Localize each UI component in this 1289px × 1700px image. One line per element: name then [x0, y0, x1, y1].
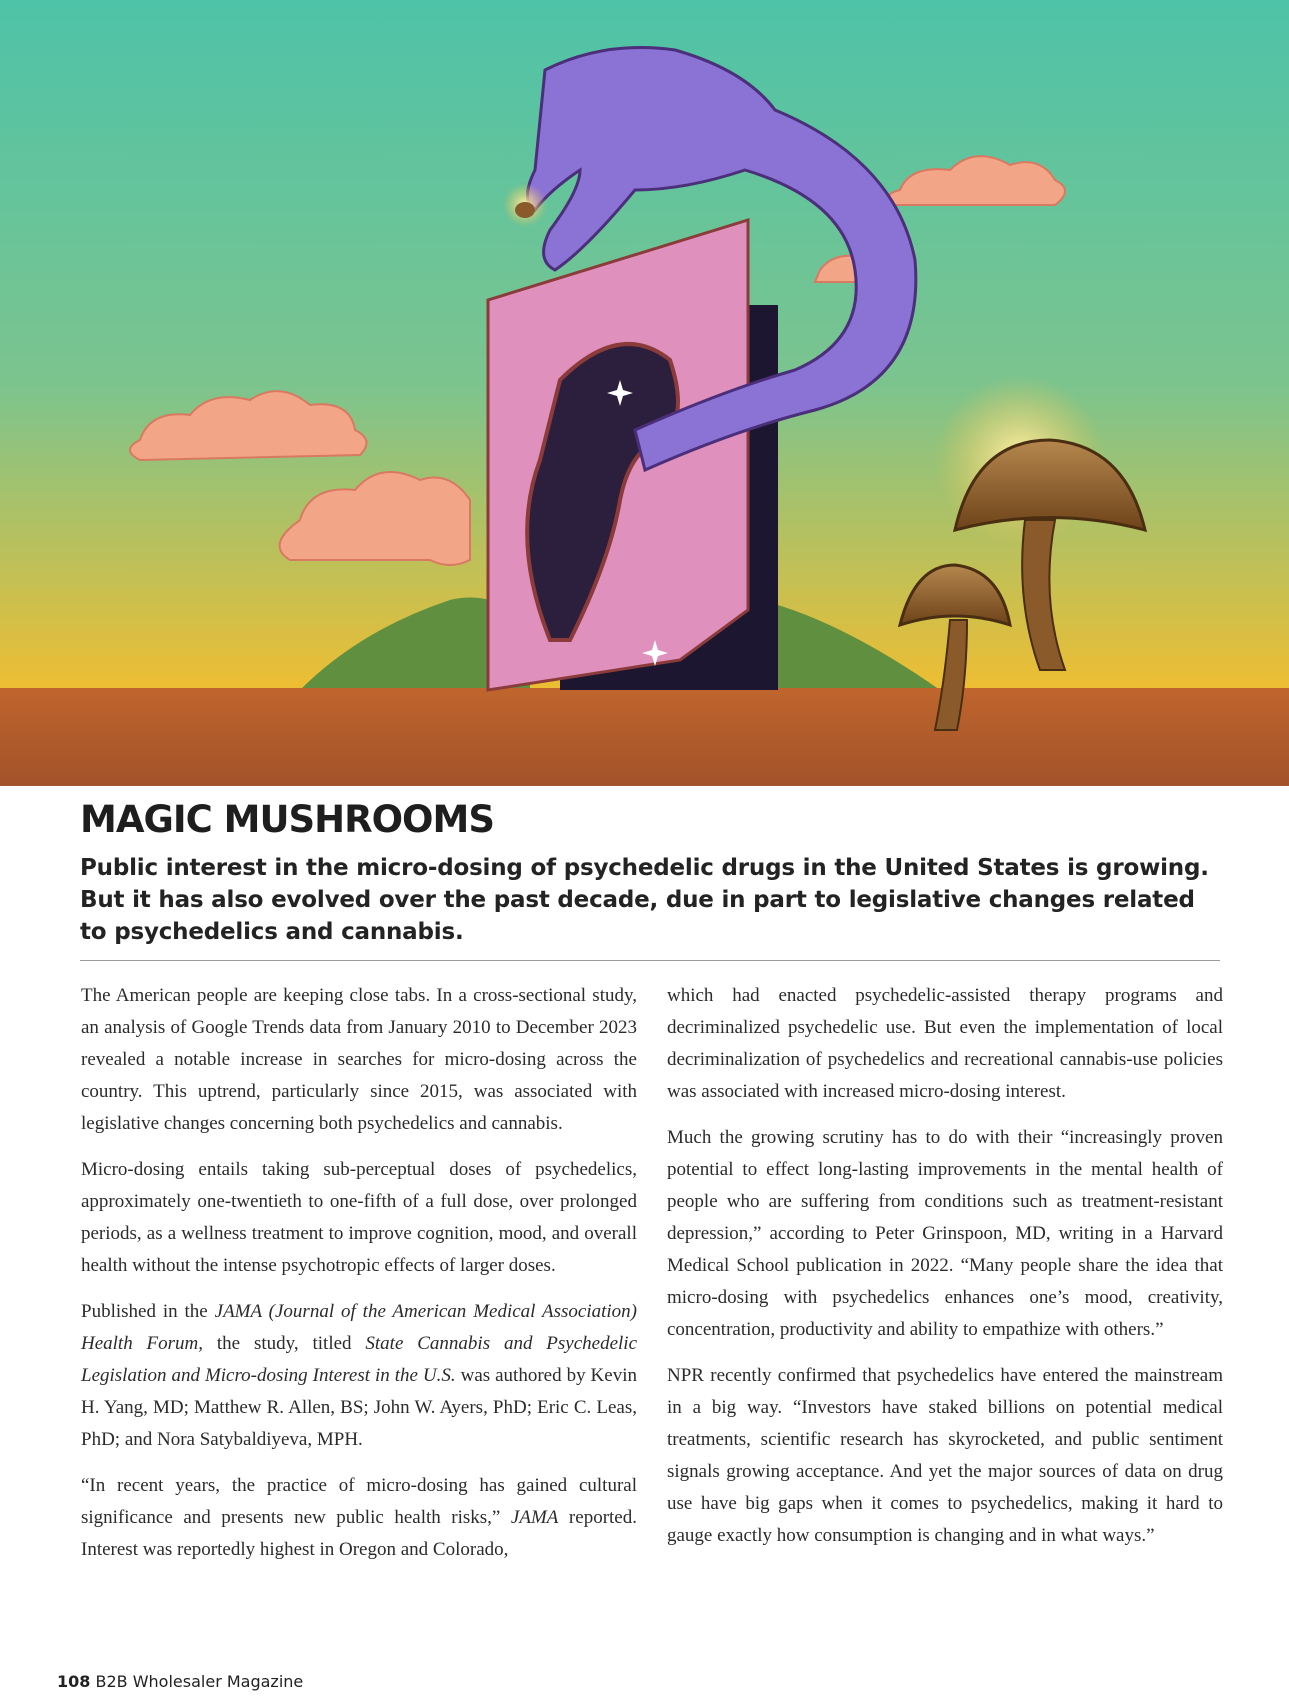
paragraph-3: [81, 1296, 637, 1456]
article-headline: MAGIC MUSHROOMS: [80, 798, 494, 841]
paragraph-2: Micro-dosing entails taking sub-perceptual doses of psychedelics, approximately one-twentieth to one-fifth of a full dose, over prolonged periods, as a wellness treatment to improve cognition, mood, and overall health without the intense psychotropic effects of larger doses.: [81, 1159, 637, 1276]
hero-illustration: [0, 0, 1289, 786]
jama-name: JAMA: [510, 1507, 559, 1528]
article-deck: Public interest in the micro-dosing of psychedelic drugs in the United States is growing. But it has also evolved over the past decade, due in part to legislative changes related to psychedelics and cannabis.: [80, 855, 1209, 945]
page-number: 108: [57, 1672, 91, 1691]
publication-name: B2B Wholesaler Magazine: [95, 1672, 304, 1691]
paragraph-7: NPR recently confirmed that psychedelics have entered the mainstream in a big way. “Investors have staked billions on potential medical treatments, scientific research has skyrocketed, and public sentiment signals growing acceptance. And yet the major sources of data on drug use have big gaps when it comes to psychedelics, making it hard to gauge exactly how consumption is changing and in what ways.”: [667, 1365, 1223, 1546]
paragraph-1: The American people are keeping close tabs. In a cross-sectional study, an analysis of Google Trends data from January 2010 to December 2023 revealed a notable increase in searches for micro-dosing across the country. This uptrend, particularly since 2015, was associated with legislative changes concerning both psychedelics and cannabis.: [81, 985, 637, 1134]
journal-name: JAMA (Journal of the American Medical Association) Health Forum,: [81, 1301, 637, 1354]
article-column-left: [81, 980, 637, 1580]
study-title: State Cannabis and Psychedelic Legislation and Micro-dosing Interest in the U.S.: [81, 1333, 638, 1386]
paragraph-5: which had enacted psychedelic-assisted therapy programs and decriminalized psychedelic use. But even the implementation of local decriminalization of psychedelics and recreational cannabis-use policies was associated with increased micro-dosing interest.: [667, 985, 1223, 1102]
paragraph-3-text-c: was authored by Kevin H. Yang, MD; Matthew R. Allen, BS; John W. Ayers, PhD; Eric C. Leas, PhD; and Nora Satybaldiyeva, MPH.: [81, 1365, 637, 1450]
paragraph-4: [81, 1470, 637, 1566]
paragraph-3-text-a: Published in the: [81, 1301, 215, 1322]
paragraph-6: Much the growing scrutiny has to do with their “increasingly proven potential to effect long-lasting improvements in the mental health of people who are suffering from conditions such as treatment-resistant depression,” according to Peter Grinspoon, MD, writing in a Harvard Medical School publication in 2022. “Many people share the idea that micro-dosing with psychedelics enhances one’s mood, creativity, concentration, productivity and ability to empathize with others.”: [667, 1127, 1223, 1340]
paragraph-4-text-b: reported. Interest was reportedly highest in Oregon and Colorado,: [81, 1507, 637, 1560]
page-footer: [57, 1672, 303, 1691]
article-column-right: [667, 980, 1223, 1566]
paragraph-3-text-b: the study, titled: [203, 1333, 366, 1354]
magic-mushroom-illustration-icon: [0, 0, 1289, 786]
divider: [80, 960, 1220, 961]
paragraph-4-text-a: “In recent years, the practice of micro-dosing has gained cultural significance and presents new public health risks,”: [81, 1475, 637, 1528]
